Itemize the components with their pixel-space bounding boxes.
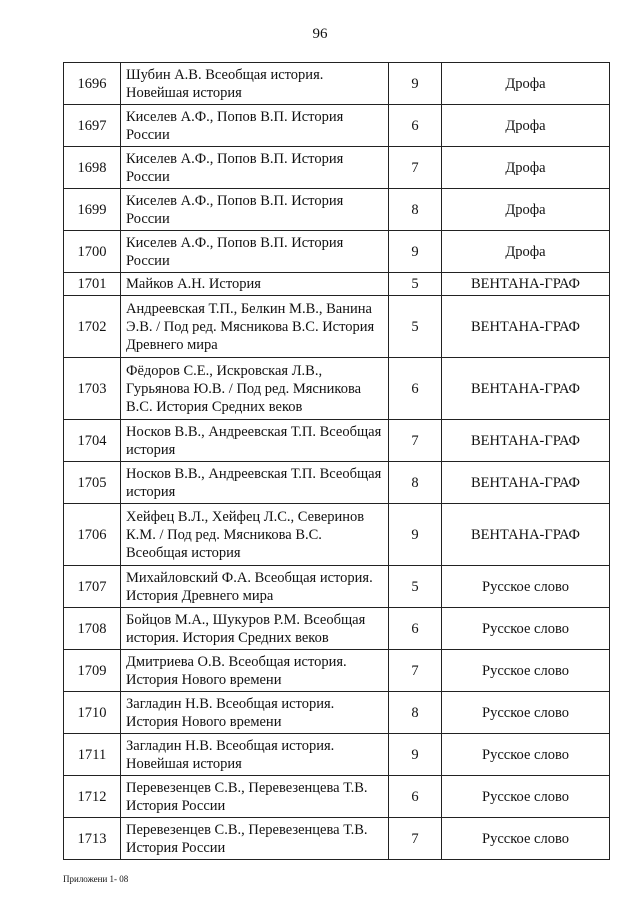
table-row: [64, 462, 610, 504]
row-number: 1706: [64, 504, 121, 566]
row-title: Перевезенцев С.В., Перевезенцева Т.В. История России: [121, 776, 389, 818]
row-publisher: Дрофа: [442, 189, 610, 231]
row-title: Киселев А.Ф., Попов В.П. История России: [121, 231, 389, 273]
row-title: Шубин А.В. Всеобщая история. Новейшая история: [121, 63, 389, 105]
row-grade: 7: [389, 147, 442, 189]
row-title: Загладин Н.В. Всеобщая история. Новейшая история: [121, 734, 389, 776]
row-title: Майков А.Н. История: [121, 273, 389, 296]
row-grade: 6: [389, 608, 442, 650]
row-number: 1696: [64, 63, 121, 105]
table-row: [64, 566, 610, 608]
row-publisher: Русское слово: [442, 776, 610, 818]
row-publisher: Русское слово: [442, 608, 610, 650]
row-title: Перевезенцев С.В., Перевезенцева Т.В. История России: [121, 818, 389, 860]
row-publisher: Дрофа: [442, 231, 610, 273]
table-row: [64, 692, 610, 734]
table-row: [64, 231, 610, 273]
table-row: [64, 818, 610, 860]
row-grade: 6: [389, 358, 442, 420]
table-row: [64, 734, 610, 776]
row-title: Бойцов М.А., Шукуров Р.М. Всеобщая история. История Средних веков: [121, 608, 389, 650]
row-grade: 9: [389, 504, 442, 566]
row-grade: 8: [389, 462, 442, 504]
table-row: [64, 608, 610, 650]
row-grade: 7: [389, 650, 442, 692]
row-number: 1708: [64, 608, 121, 650]
row-grade: 5: [389, 273, 442, 296]
row-publisher: ВЕНТАНА-ГРАФ: [442, 273, 610, 296]
table-row: [64, 420, 610, 462]
row-number: 1698: [64, 147, 121, 189]
row-number: 1709: [64, 650, 121, 692]
row-number: 1711: [64, 734, 121, 776]
row-number: 1697: [64, 105, 121, 147]
table-row: [64, 63, 610, 105]
row-grade: 6: [389, 776, 442, 818]
row-number: 1705: [64, 462, 121, 504]
page-footer: Приложени 1- 08: [63, 874, 129, 884]
row-grade: 5: [389, 566, 442, 608]
row-number: 1703: [64, 358, 121, 420]
row-grade: 6: [389, 105, 442, 147]
table-body: [64, 63, 610, 860]
row-title: Киселев А.Ф., Попов В.П. История России: [121, 189, 389, 231]
table-row: [64, 650, 610, 692]
row-grade: 5: [389, 296, 442, 358]
row-publisher: Русское слово: [442, 734, 610, 776]
table-row: [64, 504, 610, 566]
table-row: [64, 296, 610, 358]
row-number: 1702: [64, 296, 121, 358]
row-title: Фёдоров С.Е., Искровская Л.В., Гурьянова Ю.В. / Под ред. Мясникова В.С. История Средних веков: [121, 358, 389, 420]
textbook-table: [63, 62, 610, 860]
row-publisher: Дрофа: [442, 63, 610, 105]
table-row: [64, 147, 610, 189]
row-title: Загладин Н.В. Всеобщая история. История Нового времени: [121, 692, 389, 734]
page-number: 96: [312, 26, 328, 42]
row-grade: 9: [389, 231, 442, 273]
row-title: Киселев А.Ф., Попов В.П. История России: [121, 105, 389, 147]
row-publisher: Русское слово: [442, 818, 610, 860]
row-publisher: Русское слово: [442, 566, 610, 608]
row-number: 1713: [64, 818, 121, 860]
row-publisher: ВЕНТАНА-ГРАФ: [442, 504, 610, 566]
row-number: 1701: [64, 273, 121, 296]
row-title: Михайловский Ф.А. Всеобщая история. История Древнего мира: [121, 566, 389, 608]
row-title: Носков В.В., Андреевская Т.П. Всеобщая история: [121, 462, 389, 504]
row-title: Хейфец В.Л., Хейфец Л.С., Северинов К.М. / Под ред. Мясникова В.С. Всеобщая история: [121, 504, 389, 566]
row-publisher: ВЕНТАНА-ГРАФ: [442, 420, 610, 462]
table-row: [64, 105, 610, 147]
row-title: Киселев А.Ф., Попов В.П. История России: [121, 147, 389, 189]
row-grade: 8: [389, 189, 442, 231]
row-publisher: Дрофа: [442, 147, 610, 189]
row-grade: 9: [389, 63, 442, 105]
row-title: Андреевская Т.П., Белкин М.В., Ванина Э.В. / Под ред. Мясникова В.С. История Древнего мира: [121, 296, 389, 358]
row-number: 1704: [64, 420, 121, 462]
row-publisher: Дрофа: [442, 105, 610, 147]
row-number: 1712: [64, 776, 121, 818]
table-row: [64, 776, 610, 818]
table-row: [64, 273, 610, 296]
row-number: 1707: [64, 566, 121, 608]
row-number: 1710: [64, 692, 121, 734]
row-grade: 9: [389, 734, 442, 776]
table-row: [64, 189, 610, 231]
row-grade: 7: [389, 420, 442, 462]
row-publisher: Русское слово: [442, 692, 610, 734]
row-title: Носков В.В., Андреевская Т.П. Всеобщая история: [121, 420, 389, 462]
row-number: 1699: [64, 189, 121, 231]
row-publisher: ВЕНТАНА-ГРАФ: [442, 358, 610, 420]
row-publisher: ВЕНТАНА-ГРАФ: [442, 462, 610, 504]
row-title: Дмитриева О.В. Всеобщая история. История Нового времени: [121, 650, 389, 692]
table-row: [64, 358, 610, 420]
row-number: 1700: [64, 231, 121, 273]
row-grade: 8: [389, 692, 442, 734]
row-publisher: ВЕНТАНА-ГРАФ: [442, 296, 610, 358]
row-publisher: Русское слово: [442, 650, 610, 692]
row-grade: 7: [389, 818, 442, 860]
